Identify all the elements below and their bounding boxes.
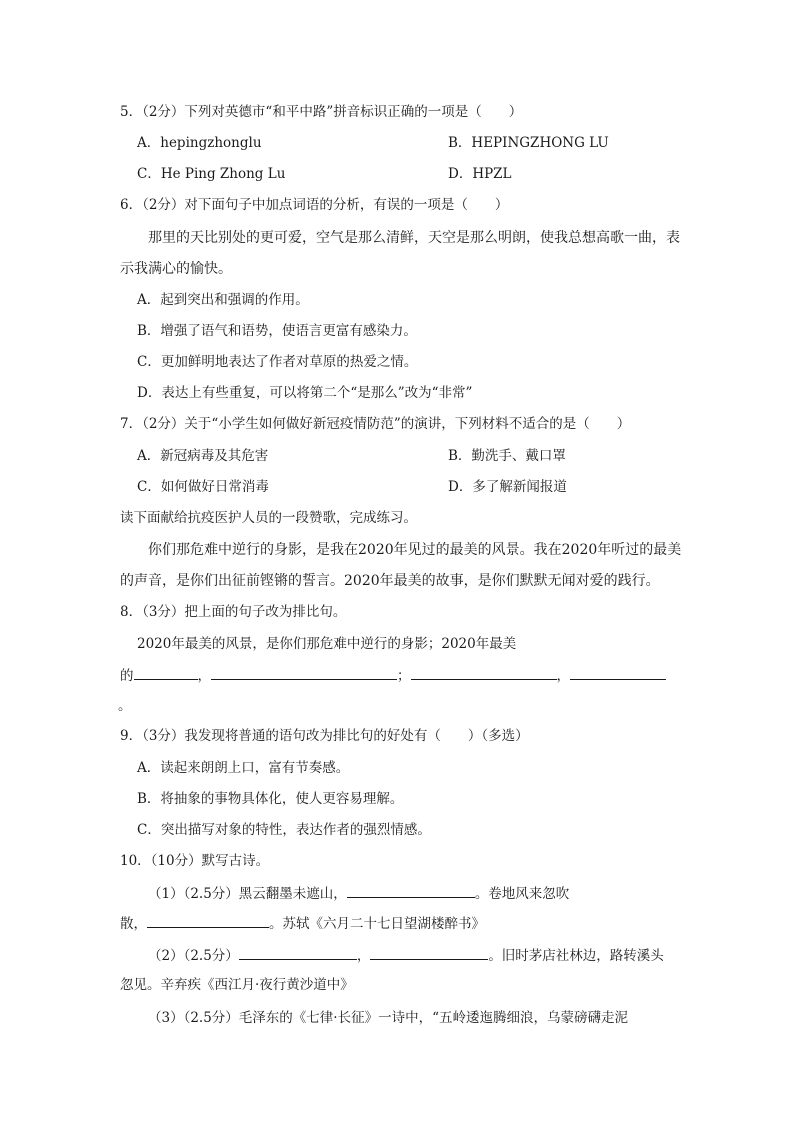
answer-blank-poem-2b[interactable] — [370, 945, 488, 960]
reading-passage-line-1: 你们那危难中逆行的身影，是我在2020年见过的最美的风景。我在2020年听过的最美 — [148, 542, 682, 558]
answer-blank-3[interactable] — [411, 665, 557, 680]
question-9-option-b: B．将抽象的事物具体化，使人更容易理解。 — [137, 791, 404, 807]
question-7-option-c: C．如何做好日常消毒 — [137, 479, 269, 495]
question-6-option-a: A．起到突出和强调的作用。 — [137, 292, 309, 308]
answer-blank-1[interactable] — [134, 665, 198, 680]
question-10-stem: 10．（10分）默写古诗。 — [120, 853, 270, 869]
question-10-poem-2-line-1 — [148, 945, 664, 966]
question-10-poem-2-text-a: （2）（2.5分） — [148, 948, 239, 964]
question-8-comma-1: ， — [197, 668, 211, 684]
question-8-comma-2: ， — [556, 668, 570, 684]
question-5-stem: 5．（2分）下列对英德市“和平中路”拼音标识正确的一项是（ ） — [120, 104, 523, 120]
answer-blank-4[interactable] — [570, 665, 666, 680]
question-7-option-a: A．新冠病毒及其危害 — [137, 448, 269, 464]
reading-passage-line-2: 的声音，是你们出征前铿锵的誓言。2020年最美的故事，是你们默默无闻对爱的践行。 — [120, 573, 660, 589]
question-10-poem-1-line-2 — [120, 913, 485, 934]
question-9-stem: 9．（3分）我发现将普通的语句改为排比句的好处有（ ）（多选） — [120, 728, 529, 744]
question-5-option-d: D．HPZL — [448, 166, 512, 182]
question-10-poem-3-line-1: （3）（2.5分）毛泽东的《七律·长征》一诗中，“五岭逶迤腾细浪，乌蒙磅礴走泥 — [148, 1010, 629, 1026]
question-10-poem-1-source: 。苏轼《六月二十七日望湖楼醉书》 — [269, 916, 485, 932]
question-8-answer-line — [120, 665, 666, 686]
question-5-option-a: A．hepingzhonglu — [137, 135, 262, 151]
question-8-semicolon: ； — [397, 668, 411, 684]
question-6-option-d: D．表达上有些重复，可以将第二个“是那么”改为“非常” — [137, 385, 473, 401]
question-8-given-line: 2020年最美的风景，是你们那危难中逆行的身影；2020年最美 — [137, 636, 517, 652]
reading-intro: 读下面献给抗疫医护人员的一段赞歌，完成练习。 — [120, 510, 417, 526]
question-10-poem-2-comma: ， — [356, 948, 371, 964]
question-7-option-b: B．勤洗手、戴口罩 — [448, 448, 566, 464]
question-6-option-b: B．增强了语气和语势，使语言更富有感染力。 — [137, 323, 417, 339]
question-7-stem: 7．（2分）关于“小学生如何做好新冠疫情防范”的演讲，下列材料不适合的是（ ） — [120, 416, 631, 432]
question-10-poem-1-text-c: 散， — [120, 916, 147, 932]
question-6-stem: 6．（2分）对下面句子中加点词语的分析，有误的一项是（ ） — [120, 197, 509, 213]
answer-blank-poem-1a[interactable] — [347, 883, 475, 898]
question-10-poem-2-text-c: 。旧时茅店社林边，路转溪头 — [488, 948, 664, 964]
question-9-option-a: A．读起来朗朗上口，富有节奏感。 — [137, 760, 350, 776]
question-8-stem: 8．（3分）把上面的句子改为排比句。 — [120, 604, 347, 620]
question-10-poem-2-line-2: 忽见。辛弃疾《西江月·夜行黄沙道中》 — [120, 977, 354, 993]
question-5-option-b: B．HEPINGZHONG LU — [448, 135, 609, 151]
question-10-poem-1-text-a: （1）（2.5分）黑云翻墨未遮山， — [148, 886, 347, 902]
question-10-poem-1-line-1 — [148, 883, 569, 904]
answer-blank-poem-1b[interactable] — [147, 913, 269, 928]
question-6-option-c: C．更加鲜明地表达了作者对草原的热爱之情。 — [137, 354, 418, 370]
question-5-option-c: C．He Ping Zhong Lu — [137, 166, 286, 182]
answer-blank-poem-2a[interactable] — [239, 945, 357, 960]
question-6-passage-line-2: 示我满心的愉快。 — [120, 261, 232, 277]
question-8-end-mark: 。 — [118, 698, 132, 714]
question-10-poem-1-text-b: 。卷地风来忽吹 — [474, 886, 570, 902]
question-6-passage-line-1: 那里的天比别处的更可爱，空气是那么清鲜，天空是那么明朗，使我总想高歌一曲，表 — [148, 230, 680, 246]
question-9-option-c: C．突出描写对象的特性，表达作者的强烈情感。 — [137, 822, 431, 838]
question-8-de: 的 — [120, 668, 134, 684]
question-7-option-d: D．多了解新闻报道 — [448, 479, 567, 495]
answer-blank-2[interactable] — [211, 665, 397, 680]
